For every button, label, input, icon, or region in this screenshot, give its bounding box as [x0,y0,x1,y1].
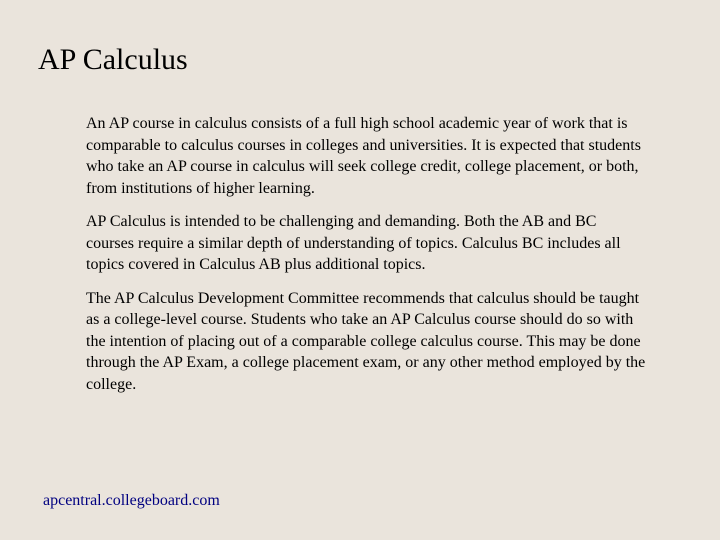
body-text [86,113,646,407]
slide-title: AP Calculus [38,43,188,76]
paragraph-committee-recommendation: The AP Calculus Development Committee recommends that calculus should be taught as a college-level course. Students who take an AP Calculus course should do so with the intention of placing out of a comparable college calculus course. This may be done through the AP Exam, a college placement exam, or any other method employed by the college. [86,289,646,393]
paragraph-ab-bc-comparison: AP Calculus is intended to be challenging and demanding. Both the AB and BC courses require a similar depth of understanding of topics. Calculus BC includes all topics covered in Calculus AB plus additional topics. [86,213,621,273]
paragraph-course-description: An AP course in calculus consists of a full high school academic year of work that is comparable to calculus courses in colleges and universities. It is expected that students who take an AP course in calculus will seek college credit, college placement, or both, from institutions of higher learning. [86,115,641,197]
source-link[interactable]: apcentral.collegeboard.com [43,492,220,509]
